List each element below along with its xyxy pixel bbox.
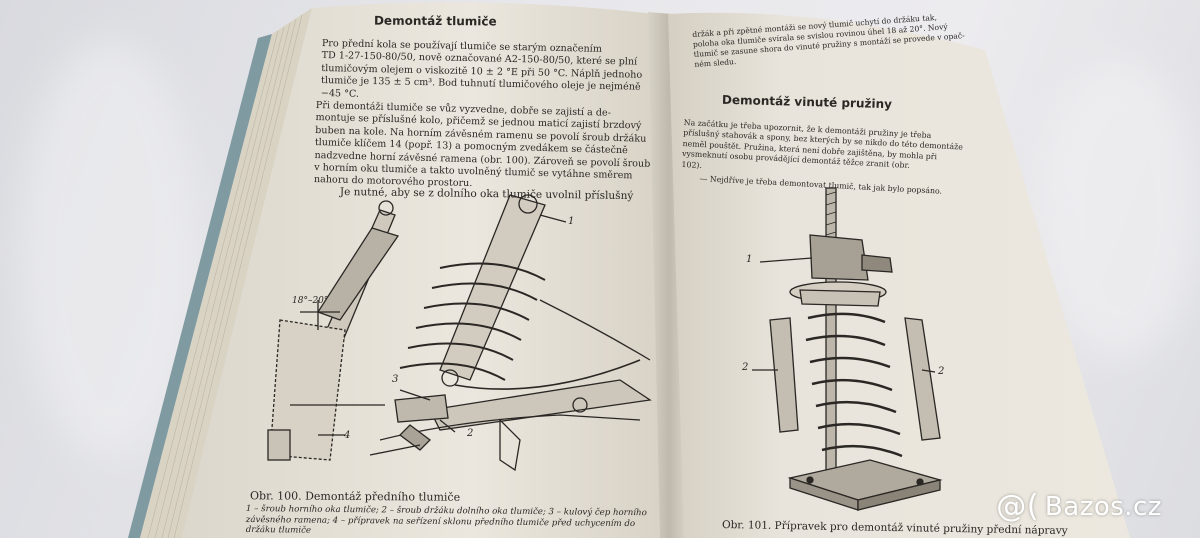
watermark-text: Bazos.cz	[1044, 491, 1162, 522]
figure-100-label-1: 1	[568, 216, 575, 227]
right-page	[668, 13, 1130, 538]
figure-101-label-1: 1	[746, 254, 753, 265]
left-paragraph-3: Je nutné, aby se z dolního oka tlumiče uvolnil příslušný	[339, 186, 634, 203]
figure-101-label-2a: 2	[742, 362, 749, 373]
right-top-text: držák a při zpětné montáži se nový tlumič uchytí do držáku tak, poloha oka tlumiče svírala se svislou rovinou úhel 18 až 20°. Nový tlumič se zasune shora do vinuté pružiny s montáží se provede v opač- ném sledu.	[692, 12, 965, 69]
watermark-logo-symbol: @(	[996, 489, 1039, 524]
figure-100-label-3: 3	[392, 374, 399, 385]
left-paragraph-1: Pro přední kola se používají tlumiče se starým označením TD 1-27-150-80/50, nově označované A2-150-80/50, které se plní tlumičovým olejem o viskozitě 10 ± 2 °E při 50 °C. Náplň jednoho tlumiče je 135 ± 5 cm³. Bod tuhnutí tlumičového oleje je nejméně −45 °C.	[320, 38, 643, 100]
angle-label: 18°–20°	[292, 296, 329, 306]
right-paragraph-1: Na začátku je třeba upozornit, že k demontáži pružiny je třeba příslušný stahovák a spony, bez kterých by se nikdo do této demontáže neměl pouštět. Pružina, která není dobře zajištěna, by mohla při vysmeknutí osobu provádějící demontáž těžce zranit (obr. 102).	[681, 118, 964, 171]
bazos-watermark	[996, 489, 1162, 524]
figure-101-caption-title: Obr. 101. Přípravek pro demontáž vinuté pružiny přední nápravy	[721, 518, 1068, 538]
figure-100-label-4: 4	[344, 430, 351, 441]
figure-100-caption-title: Obr. 100. Demontáž předního tlumiče	[249, 489, 461, 504]
figure-100-caption-text: 1 – šroub horního oka tlumiče; 2 – šroub držáku dolního oka tlumiče; 3 – kulový čep horního závěsného ramena; 4 – přípravek na seřízení sklonu předního tlumiče před uchycením do držáku tlumiče	[245, 504, 647, 536]
left-heading: Demontáž tlumiče	[373, 13, 497, 29]
figure-100-label-2: 2	[467, 428, 474, 439]
right-heading: Demontáž vinuté pružiny	[721, 92, 893, 112]
right-paragraph-2: — Nejdříve je třeba demontovat tlumič, tak jak bylo popsáno.	[699, 173, 943, 196]
left-paragraph-2: Při demontáži tlumiče se vůz vyzvedne, dobře se zajistí a de- montuje se příslušné kolo, přičemž se jednou maticí zajistí brzdový buben na kole. Na horním závěsném ramenu se povolí šroub držáku tlumiče klíčem 14 (popř. 13) a pomocným zvedákem se částečně nadzvedne horní závěsné ramena (obr. 100). Zároveň se povolí šroub v horním oku tlumiče a takto uvolněný tlumič se vytáhne směrem nahoru do motorového prostoru.	[313, 100, 651, 190]
figure-101-label-2b: 2	[938, 366, 945, 377]
